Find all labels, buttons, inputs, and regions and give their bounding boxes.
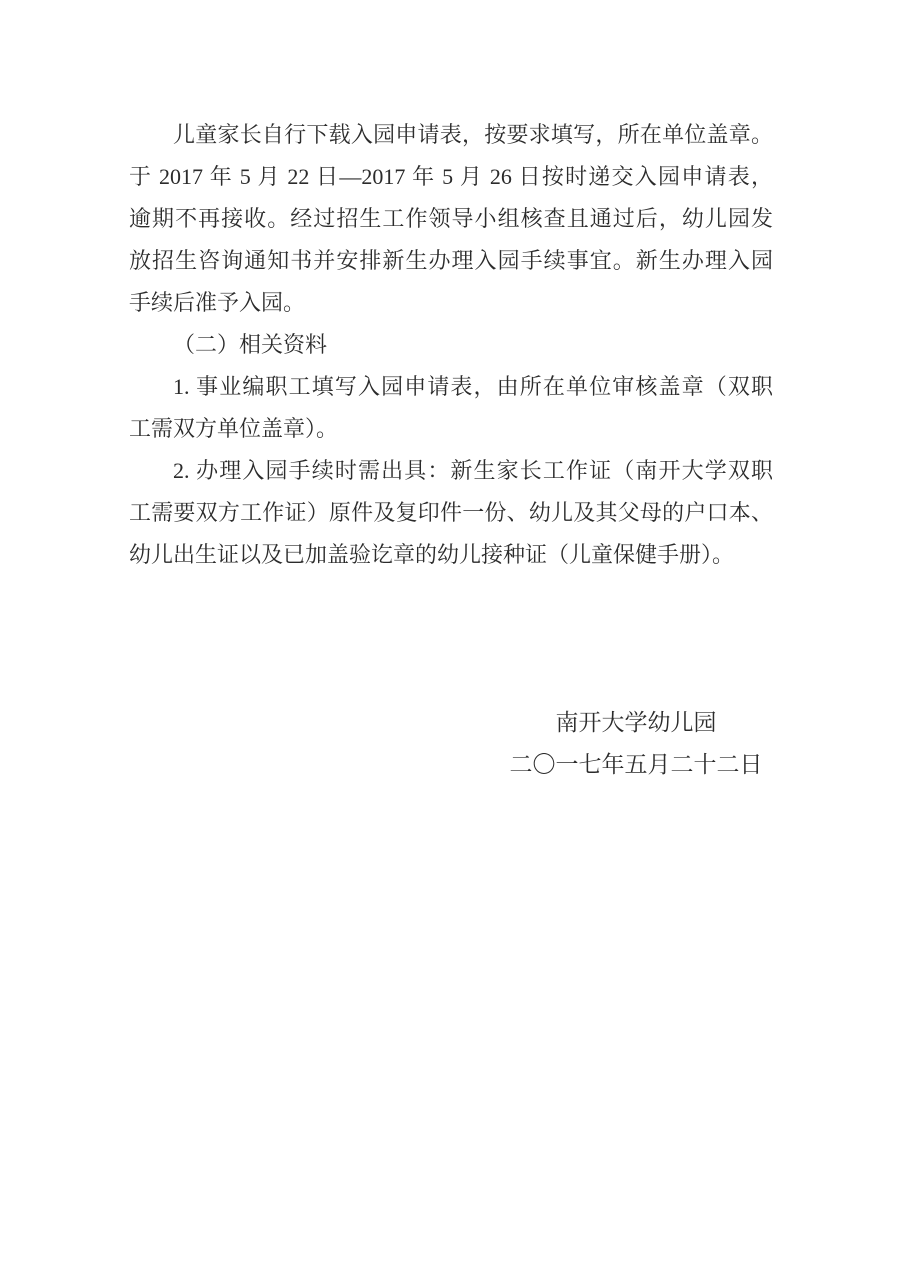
signature-date: 二〇一七年五月二十二日 [509, 752, 763, 777]
text-line: 手续后准予入园。 [129, 290, 306, 315]
signature-org: 南开大学幼儿园 [555, 710, 717, 735]
text-line: 工需要双方工作证）原件及复印件一份、幼儿及其父母的户口本、 [129, 500, 773, 525]
signature-block [419, 702, 853, 786]
text-line: 儿童家长自行下载入园申请表，按要求填写，所在单位盖章。 [173, 122, 773, 147]
text-line: 1. 事业编职工填写入园申请表，由所在单位审核盖章（双职 [173, 374, 773, 399]
text-line: 工需双方单位盖章）。 [129, 416, 339, 441]
document-body-text [129, 114, 773, 576]
text-line: 于 2017 年 5 月 22 日—2017 年 5 月 26 日按时递交入园申请表， [129, 164, 773, 189]
text-line: 2. 办理入园手续时需出具：新生家长工作证（南开大学双职 [173, 458, 773, 483]
text-line: 放招生咨询通知书并安排新生办理入园手续事宜。新生办理入园 [129, 248, 773, 273]
text-line: （二）相关资料 [173, 332, 328, 357]
text-line: 幼儿出生证以及已加盖验讫章的幼儿接种证（儿童保健手册）。 [129, 542, 735, 567]
text-line: 逾期不再接收。经过招生工作领导小组核查且通过后，幼儿园发 [129, 206, 773, 231]
